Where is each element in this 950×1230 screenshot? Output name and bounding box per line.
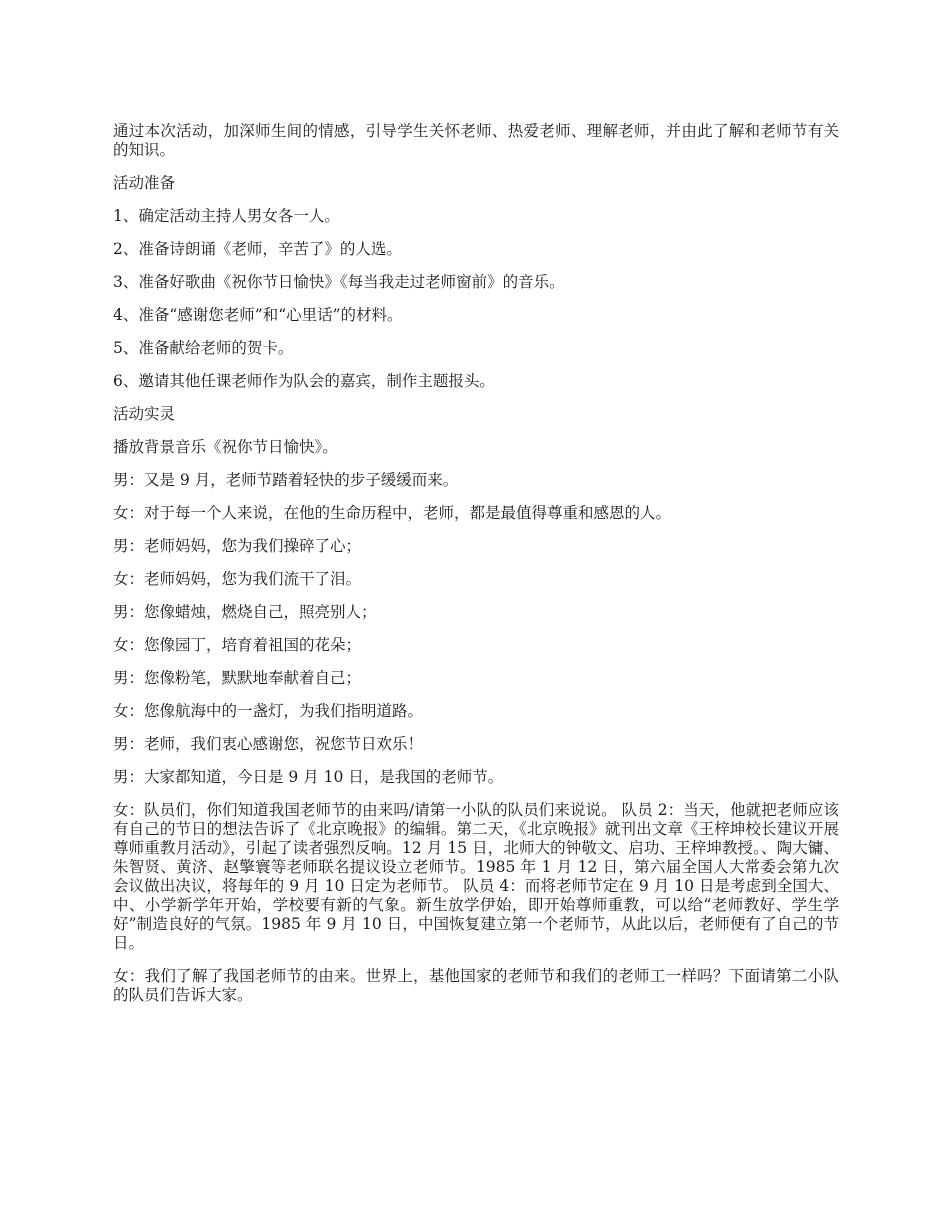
dialogue-paragraph-history: 女：队员们，你们知道我国老师节的由来吗/请第一小队的队员们来说说。 队员 2：当天，他就把老师应该有自己的节日的想法告诉了《北京晚报》的编辑。第二天，《北京晚报》就刊出文章《王梓坤校长建议开展尊师重教月活动》，引起了读者强烈反响。12 月 15 日，北师大的钟敬文、启功、王梓坤教授。、陶大镛、朱智贤、黄济、赵擎寰等老师联名提议设立老师节。1985 年 1 月 12 日，第六届全国人大常委会第九次会议做出决议，将每年的 9 月 10 日定为老师节。 队员 4：而将老师节定在 9 月 10 日是考虑到全国大、中、小学新学年开始，学校要有新的气象。新生放学伊始，即开始尊师重教，可以给“老师教好、学生学好”制造良好的气氛。1985 年 9 月 10 日，中国恢复建立第一个老师节，从此以后，老师便有了自己的节日。 xyxy=(113,801,839,952)
dialogue-line: 女：老师妈妈，您为我们流干了泪。 xyxy=(113,570,362,588)
dialogue-line: 播放背景音乐《祝你节日愉快》。 xyxy=(113,438,338,456)
list-item: 5、准备献给老师的贺卡。 xyxy=(113,339,294,357)
dialogue-line: 女：您像航海中的一盏灯，为我们指明道路。 xyxy=(113,702,424,720)
section-heading-activity: 活动实灵 xyxy=(113,405,176,423)
dialogue-line: 男：老师妈妈，您为我们操碎了心； xyxy=(113,537,362,555)
dialogue-line: 男：大家都知道，今日是 9 月 10 日，是我国的老师节。 xyxy=(113,768,504,786)
dialogue-line: 男：您像粉笔，默默地奉献着自己； xyxy=(113,669,362,687)
list-item: 6、邀请其他任课老师作为队会的嘉宾，制作主题报头。 xyxy=(113,372,495,390)
dialogue-line: 男：您像蜡烛，燃烧自己，照亮别人； xyxy=(113,603,377,621)
dialogue-line: 女：对于每一个人来说，在他的生命历程中，老师，都是最值得尊重和感恩的人。 xyxy=(113,504,672,522)
list-item: 3、准备好歌曲《祝你节日愉快》《每当我走过老师窗前》的音乐。 xyxy=(113,273,565,291)
list-item: 2、准备诗朗诵《老师，辛苦了》的人选。 xyxy=(113,240,402,258)
dialogue-line: 男：老师，我们衷心感谢您，祝您节日欢乐！ xyxy=(113,735,424,753)
list-item: 4、准备“感谢您老师”和“心里话”的材料。 xyxy=(113,306,403,324)
dialogue-paragraph-closing: 女：我们了解了我国老师节的由来。世界上，基他国家的老师节和我们的老师工一样吗？下面请第二小队的队员们告诉大家。 xyxy=(113,967,839,1004)
dialogue-line: 女：您像园丁，培育着祖国的花朵； xyxy=(113,636,362,654)
section-heading-preparation: 活动准备 xyxy=(113,174,176,192)
list-item: 1、确定活动主持人男女各一人。 xyxy=(113,207,340,225)
intro-paragraph: 通过本次活动，加深师生间的情感，引导学生关怀老师、热爱老师、理解老师，并由此了解和老师节有关的知识。 xyxy=(113,122,839,159)
dialogue-line: 男：又是 9 月，老师节踏着轻快的步子缓缓而来。 xyxy=(113,471,459,489)
document-body xyxy=(113,122,839,1019)
